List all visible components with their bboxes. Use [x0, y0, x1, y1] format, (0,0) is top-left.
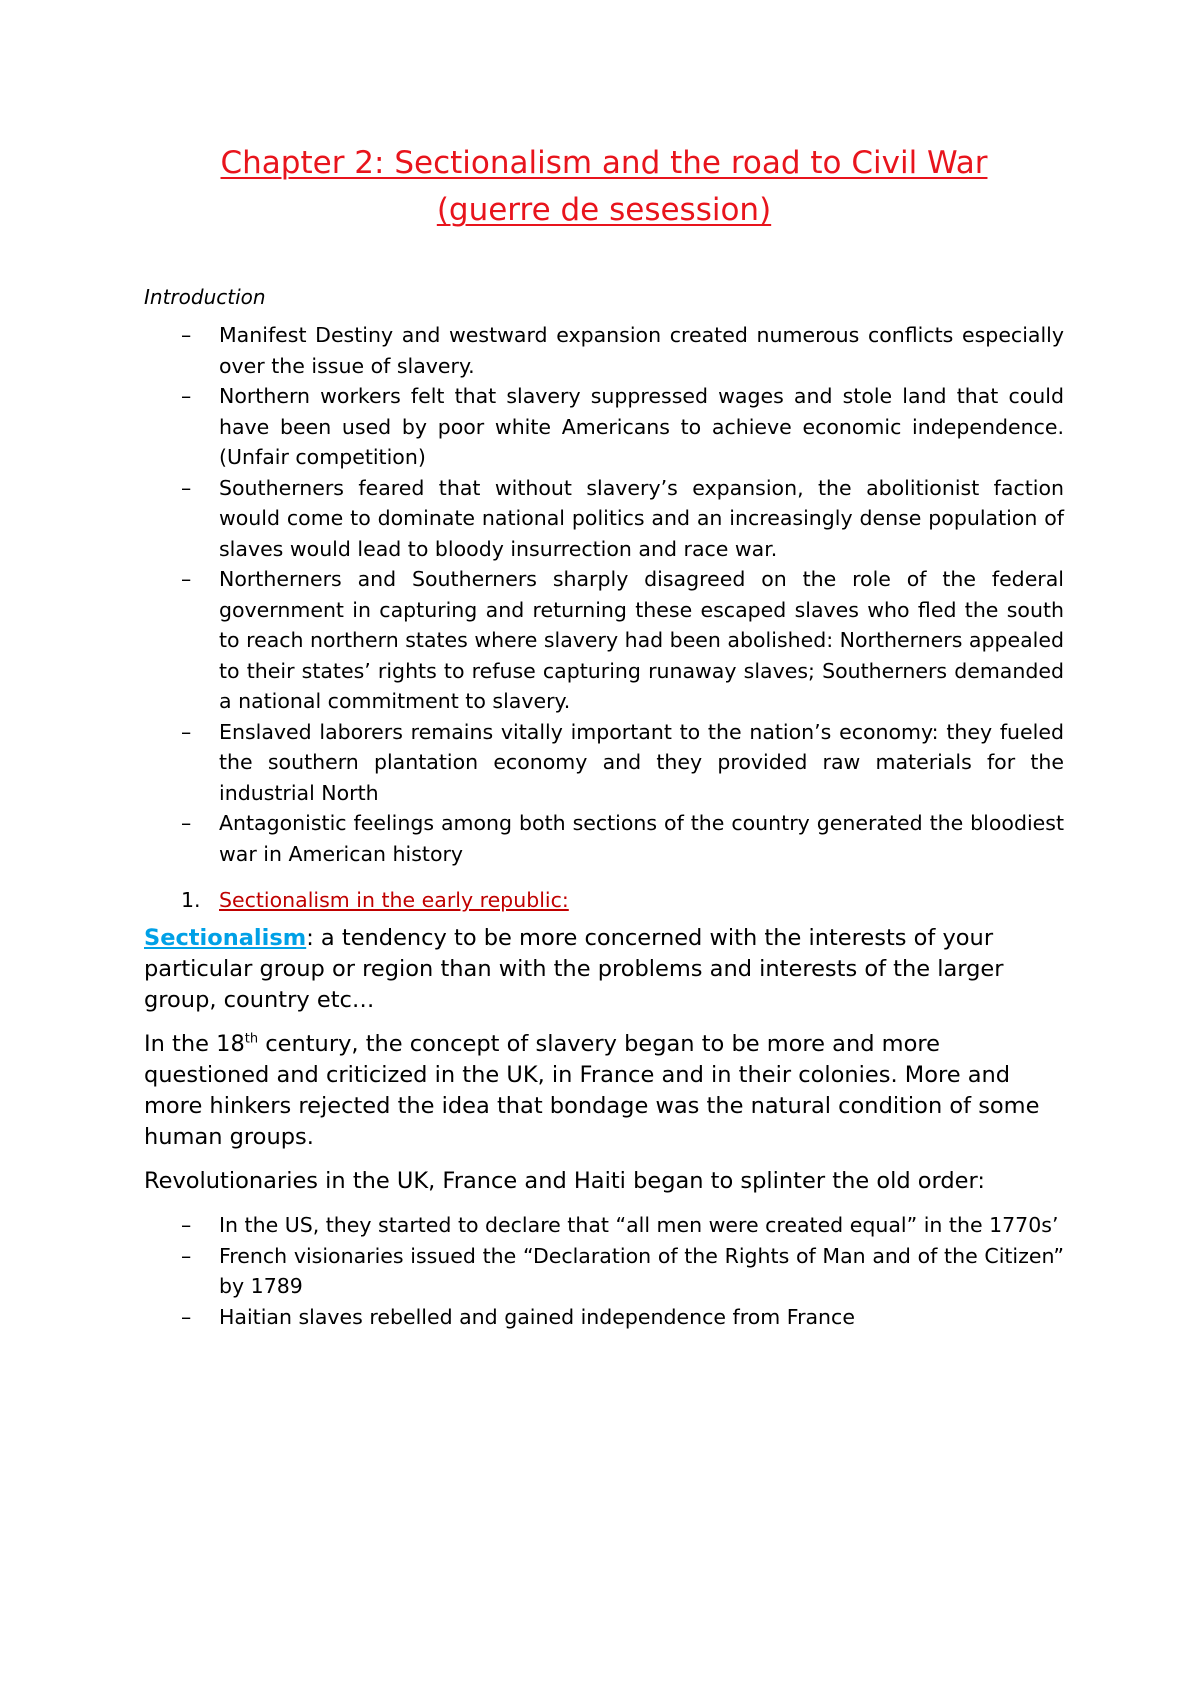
- chapter-title: [144, 140, 1064, 234]
- list-item: [144, 808, 1064, 869]
- ordinal-superscript: th: [244, 1031, 259, 1047]
- list-item: [144, 1210, 1064, 1241]
- dash-bullet: –: [181, 384, 192, 408]
- section-1-heading: [144, 885, 1064, 915]
- definition-term: Sectionalism: [144, 925, 307, 951]
- list-item: [144, 564, 1064, 717]
- introduction-heading: Introduction: [144, 285, 266, 309]
- dash-bullet: –: [181, 1304, 192, 1329]
- section-number: 1.: [181, 888, 201, 912]
- history-paragraph: [144, 1029, 1064, 1153]
- dash-bullet: –: [181, 811, 192, 835]
- list-item: [144, 320, 1064, 381]
- list-item-text: Southerners feared that without slavery’s expansion, the abolitionist faction would come to dominate national politics and an increasingly dense population of slaves would lead to bloody insurrection and race war.: [219, 475, 1064, 561]
- list-item-text: Haitian slaves rebelled and gained independence from France: [219, 1304, 855, 1329]
- list-item: [144, 381, 1064, 473]
- dash-bullet: –: [181, 323, 192, 347]
- list-item-text: Antagonistic feelings among both sections of the country generated the bloodiest war in American history: [219, 811, 1064, 866]
- dash-bullet: –: [181, 475, 192, 500]
- chapter-title-line-1: Chapter 2: Sectionalism and the road to Civil War: [220, 145, 988, 181]
- chapter-title-line-2: (guerre de sesession): [436, 192, 772, 228]
- list-item: [144, 1241, 1064, 1302]
- revolutionaries-paragraph: Revolutionaries in the UK, France and Haiti began to splinter the old order:: [144, 1168, 985, 1194]
- dash-bullet: –: [181, 719, 192, 744]
- section-heading-text: Sectionalism in the early republic:: [219, 888, 569, 912]
- history-paragraph-rest: century, the concept of slavery began to be more and more questioned and criticized in the UK, in France and in their colonies. More and more hinkers rejected the idea that bondage was the natural condition of some human groups.: [144, 1031, 1040, 1150]
- introduction-list: [144, 320, 1064, 869]
- list-item-text: Enslaved laborers remains vitally important to the nation’s economy: they fueled the southern plantation economy and they provided raw materials for the industrial North: [219, 719, 1064, 805]
- dash-bullet: –: [181, 567, 192, 591]
- history-paragraph-start: In the 18: [144, 1031, 245, 1057]
- list-item: [144, 1302, 1064, 1333]
- document-page: [144, 140, 1064, 1332]
- list-item: [144, 473, 1064, 565]
- definition-paragraph: [144, 923, 1064, 1016]
- list-item-text: Northern workers felt that slavery suppressed wages and stole land that could have been used by poor white Americans to achieve economic independence. (Unfair competition): [219, 384, 1064, 469]
- list-item-text: Manifest Destiny and westward expansion created numerous conflicts especially over the issue of slavery.: [219, 323, 1064, 378]
- list-item: [144, 717, 1064, 809]
- revolutionaries-list: [144, 1210, 1064, 1332]
- list-item-text: French visionaries issued the “Declaration of the Rights of Man and of the Citizen” by 1789: [219, 1243, 1064, 1298]
- list-item-text: In the US, they started to declare that “all men were created equal” in the 1770s’: [219, 1213, 1059, 1237]
- dash-bullet: –: [181, 1243, 192, 1268]
- definition-text: : a tendency to be more concerned with the interests of your particular group or region than with the problems and interests of the larger group, country etc…: [144, 925, 1004, 1013]
- dash-bullet: –: [181, 1213, 192, 1237]
- list-item-text: Northerners and Southerners sharply disagreed on the role of the federal government in capturing and returning these escaped slaves who fled the south to reach northern states where slavery had been abolished: Northerners appealed to their states’ rights to refuse capturing runaway slaves; Southerners demanded a national commitment to slavery.: [219, 567, 1064, 713]
